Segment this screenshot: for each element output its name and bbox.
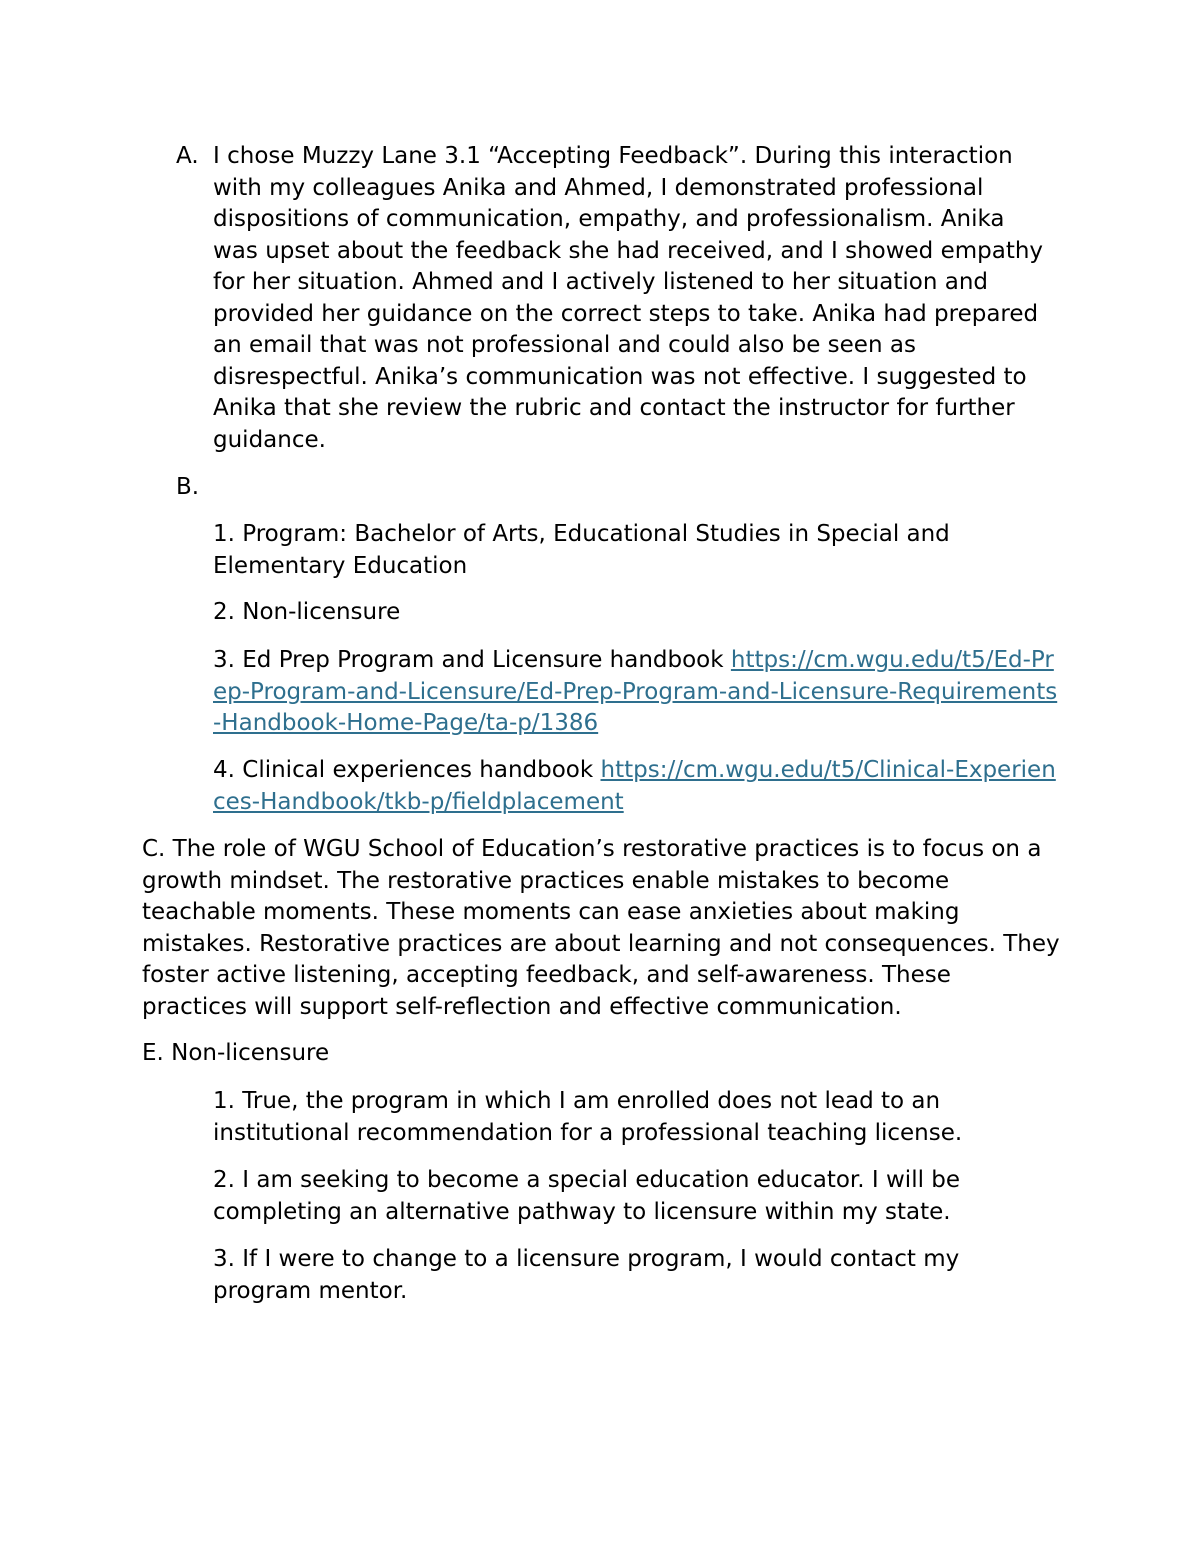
section-e-item-3 bbox=[213, 1244, 1063, 1307]
section-e-item-3-text: 3. If I were to change to a licensure program, I would contact my program mentor. bbox=[213, 1246, 960, 1304]
section-b-item-4 bbox=[213, 755, 1063, 818]
section-e-heading: E. Non-licensure bbox=[142, 1040, 330, 1066]
handbook-link-ed-prep[interactable]: https://cm.wgu.edu/t5/Ed-Prep-Program-and-Licensure/Ed-Prep-Program-and-Licensure-Requirements-Handbook-Home-Page/ta-p/1386 bbox=[213, 647, 1058, 736]
section-b-item-3-text: 3. Ed Prep Program and Licensure handbook bbox=[213, 647, 731, 673]
section-c bbox=[142, 834, 1062, 1023]
section-a-text: I chose Muzzy Lane 3.1 “Accepting Feedback”. During this interaction with my colleagues Anika and Ahmed, I demonstrated professional dispositions of communication, empathy, and professionalism. Anika was upset about the feedback she had received, and I showed empathy for her situation. Ahmed and I actively listened to her situation and provided her guidance on the correct steps to take. Anika had prepared an email that was not professional and could also be seen as disrespectful. Anika’s communication was not effective. I suggested to Anika that she review the rubric and contact the instructor for further guidance. bbox=[213, 143, 1044, 453]
section-b-item-1-text: 1. Program: Bachelor of Arts, Educational Studies in Special and Elementary Education bbox=[213, 521, 950, 579]
section-b-item-2-text: 2. Non-licensure bbox=[213, 599, 401, 625]
section-c-text: C. The role of WGU School of Education’s restorative practices is to focus on a growth mindset. The restorative practices enable mistakes to become teachable moments. These moments can ease anxieties about making mistakes. Restorative practices are about learning and not consequences. They foster active listening, accepting feedback, and self-awareness. These practices will support self-reflection and effective communication. bbox=[142, 836, 1060, 1020]
section-b-item-3 bbox=[213, 645, 1063, 740]
section-b-item-2 bbox=[213, 597, 1063, 629]
section-e-item-1-text: 1. True, the program in which I am enrolled does not lead to an institutional recommendation for a professional teaching license. bbox=[213, 1088, 963, 1146]
section-e-item-2-text: 2. I am seeking to become a special education educator. I will be completing an alternative pathway to licensure within my state. bbox=[213, 1167, 961, 1225]
section-e-item-1 bbox=[213, 1086, 1063, 1149]
handbook-link-clinical[interactable]: https://cm.wgu.edu/t5/Clinical-Experiences-Handbook/tkb-p/fieldplacement bbox=[213, 757, 1056, 815]
section-b-item-4-text: 4. Clinical experiences handbook bbox=[213, 757, 601, 783]
section-a bbox=[176, 141, 1056, 456]
section-b-marker: B. bbox=[176, 474, 200, 500]
section-a-marker: A. bbox=[176, 143, 199, 169]
section-e-item-2 bbox=[213, 1165, 1063, 1228]
section-e bbox=[142, 1038, 1062, 1070]
section-b-item-1 bbox=[213, 519, 1063, 582]
